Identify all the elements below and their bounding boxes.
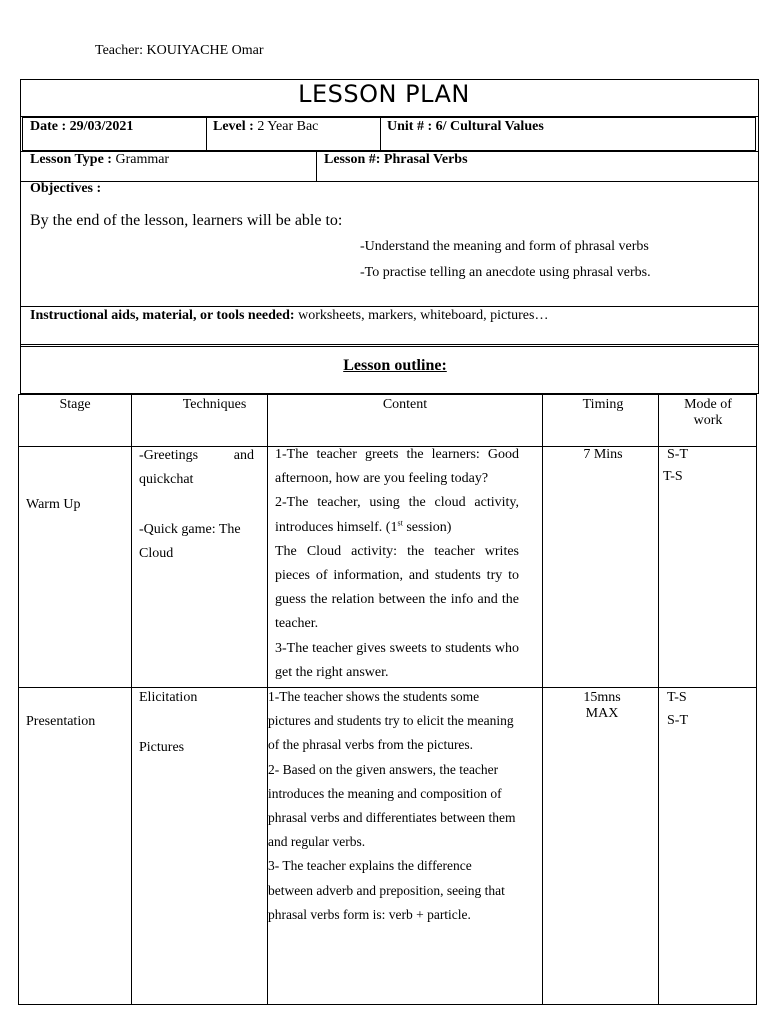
timing-value: 15mns MAX <box>583 690 621 721</box>
teacher-name: Teacher: KOUIYACHE Omar <box>95 43 264 58</box>
objectives-intro: By the end of the lesson, learners will be able to: <box>30 212 343 229</box>
technique-item: -Quick game: The Cloud <box>139 522 241 562</box>
content-text: 1-The teacher shows the students some pictures and students try to elicit the meaning of the phrasal verbs from the pictures. 2- Based on the given answers, the teacher introduces the meaning and composition of phrasal verbs and differentiates between them and regular verbs. 3- The teacher explains the difference between adverb and preposition, seeing that phrasal verbs form is: verb + particle. <box>268 689 516 922</box>
level-field: Level : 2 Year Bac <box>213 119 319 134</box>
timing-value: 7 Mins <box>583 447 623 462</box>
objectives-label: Objectives : <box>30 181 102 196</box>
table-row-stage: Presentation <box>26 714 96 729</box>
technique-item: Pictures <box>139 740 185 755</box>
page-title: LESSON PLAN <box>298 80 470 108</box>
instructional-aids: Instructional aids, material, or tools needed: worksheets, markers, whiteboard, pictures… <box>30 308 549 323</box>
mode-item: S-T <box>667 713 688 728</box>
column-header-stage: Stage <box>59 397 91 412</box>
objective-item: -Understand the meaning and form of phrasal verbs <box>360 239 649 254</box>
column-header-content: Content <box>382 397 428 412</box>
objective-item: -To practise telling an anecdote using phrasal verbs. <box>360 265 651 280</box>
technique-item: Elicitation <box>139 690 198 705</box>
technique-item: -Greetings and quickchat <box>139 448 254 488</box>
lesson-number-field: Lesson #: Phrasal Verbs <box>324 152 468 167</box>
outline-title: Lesson outline: <box>343 357 447 374</box>
table-row-stage: Warm Up <box>26 497 81 512</box>
column-header-mode: Mode of work <box>684 397 732 428</box>
column-header-techniques: Techniques <box>182 397 247 412</box>
lesson-type-field: Lesson Type : Grammar <box>30 152 170 167</box>
mode-item: T-S <box>667 690 687 705</box>
column-header-timing: Timing <box>582 397 624 412</box>
content-text: 1-The teacher greets the learners: Good afternoon, how are you feeling today? 2-The teacher, using the cloud activity, introduces himself. (1st session) The Cloud activity: the teacher writes pieces of information, and students try to guess the relation between the info and the teacher. 3-The teacher gives sweets to students who get the right answer. <box>275 447 519 680</box>
date-field: Date : 29/03/2021 <box>30 119 134 134</box>
mode-item: T-S <box>663 469 683 484</box>
unit-field: Unit # : 6/ Cultural Values <box>387 119 544 134</box>
mode-item: S-T <box>667 447 688 462</box>
